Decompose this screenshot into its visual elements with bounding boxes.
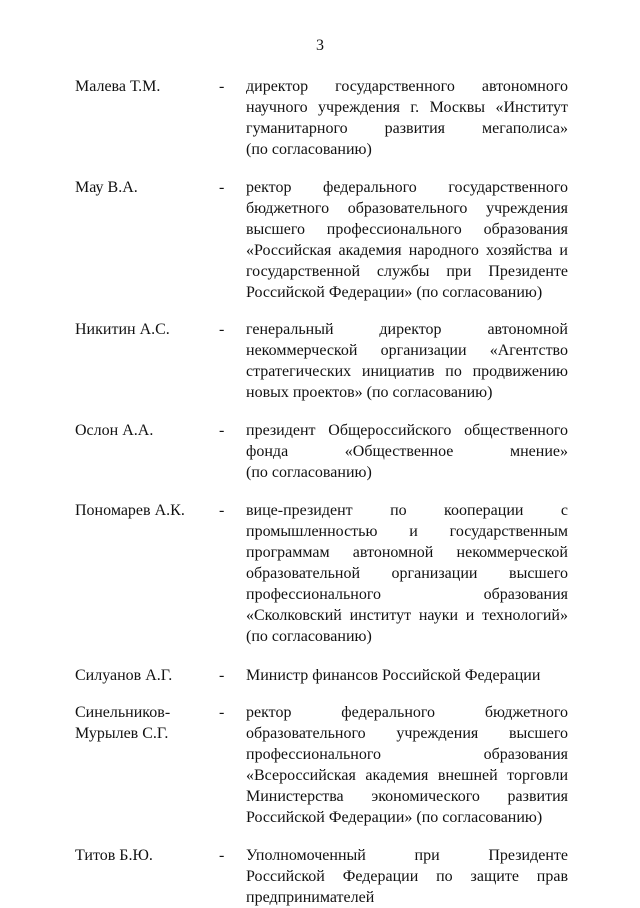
position-line: президент Общероссийского общественного	[246, 422, 568, 439]
list-item	[0, 500, 640, 647]
member-name: Пономарев А.К.	[75, 502, 185, 519]
page-number: 3	[316, 37, 324, 54]
member-position	[246, 76, 568, 160]
position-line: высшего профессионального образования	[246, 221, 568, 238]
member-name: Малева Т.М.	[75, 78, 161, 95]
list-item	[0, 845, 640, 908]
position-line: новых проектов» (по согласованию)	[246, 384, 493, 401]
position-line: бюджетного образовательного учреждения	[246, 200, 568, 217]
position-line: ректор федерального бюджетного	[246, 704, 568, 721]
list-item	[0, 420, 640, 483]
position-line: Российской Федерации по защите прав	[246, 868, 568, 885]
position-line: Российской Федерации» (по согласованию)	[246, 809, 543, 826]
position-line: ректор федерального государственного	[246, 179, 568, 196]
separator-dash: -	[219, 502, 225, 519]
position-line: Министерства экономического развития	[246, 788, 568, 805]
separator-dash: -	[219, 704, 225, 721]
position-line: директор государственного автономного	[246, 78, 568, 95]
position-line: (по согласованию)	[246, 628, 372, 645]
position-line: предпринимателей	[246, 889, 375, 906]
member-name	[75, 702, 215, 744]
separator-dash: -	[219, 422, 225, 439]
list-item	[0, 665, 640, 686]
position-line: «Сколковский институт науки и технологий»	[246, 607, 568, 624]
member-name-line: Мурылев С.Г.	[75, 725, 169, 742]
position-line: Уполномоченный при Президенте	[246, 847, 568, 864]
position-line: (по согласованию)	[246, 464, 372, 481]
position-line: генеральный директор автономной	[246, 321, 568, 338]
member-position	[246, 177, 568, 303]
position-line: Министр финансов Российской Федерации	[246, 667, 541, 684]
separator-dash: -	[219, 321, 225, 338]
position-line: фонда «Общественное мнение»	[246, 443, 568, 460]
position-line: гуманитарного развития мегаполиса»	[246, 120, 568, 137]
position-line: (по согласованию)	[246, 141, 372, 158]
member-position	[246, 500, 568, 647]
position-line: государственной службы при Президенте	[246, 263, 568, 280]
position-line: образовательного учреждения высшего	[246, 725, 568, 742]
position-line: промышленностью и государственным	[246, 523, 568, 540]
position-line: программам автономной некоммерческой	[246, 544, 568, 561]
position-line: «Всероссийская академия внешней торговли	[246, 767, 568, 784]
separator-dash: -	[219, 847, 225, 864]
position-line: Российской Федерации» (по согласованию)	[246, 284, 543, 301]
separator-dash: -	[219, 667, 225, 684]
member-name: Силуанов А.Г.	[75, 667, 173, 684]
position-line: научного учреждения г. Москвы «Институт	[246, 99, 568, 116]
member-position	[246, 665, 568, 686]
list-item	[0, 177, 640, 303]
member-name: Никитин А.С.	[75, 321, 170, 338]
member-name: Мау В.А.	[75, 179, 138, 196]
position-line: вице-президент по кооперации с	[246, 502, 568, 519]
position-line: профессионального образования	[246, 746, 568, 763]
member-name: Ослон А.А.	[75, 422, 154, 439]
member-name-line: Синельников-	[75, 704, 171, 721]
position-line: образовательной организации высшего	[246, 565, 568, 582]
list-item	[0, 319, 640, 403]
position-line: «Российская академия народного хозяйства и	[246, 242, 568, 259]
list-item	[0, 76, 640, 160]
member-name: Титов Б.Ю.	[75, 847, 153, 864]
list-item	[0, 702, 640, 828]
separator-dash: -	[219, 179, 225, 196]
position-line: некоммерческой организации «Агентство	[246, 342, 568, 359]
member-position	[246, 319, 568, 403]
position-line: стратегических инициатив по продвижению	[246, 363, 568, 380]
position-line: профессионального образования	[246, 586, 568, 603]
member-position	[246, 702, 568, 828]
members-list	[0, 76, 640, 908]
separator-dash: -	[219, 78, 225, 95]
member-position	[246, 420, 568, 483]
member-position	[246, 845, 568, 908]
